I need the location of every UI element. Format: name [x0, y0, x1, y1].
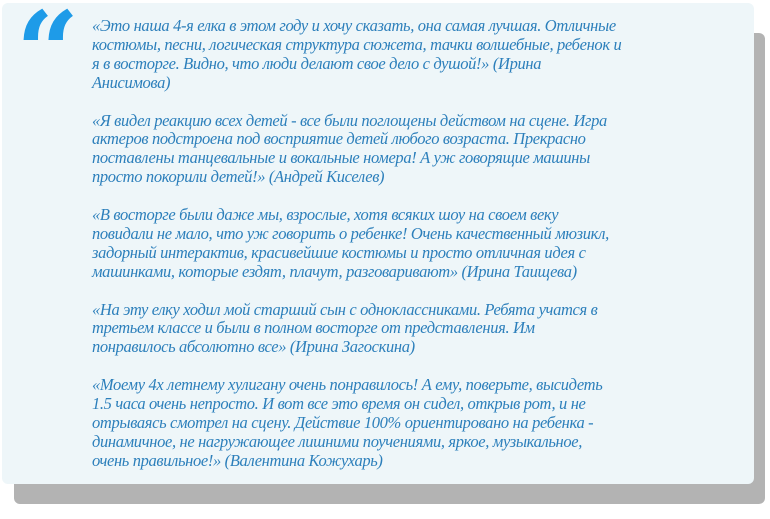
- testimonial: [92, 376, 752, 471]
- testimonial-line: отрываясь смотрел на сцену. Действие 100% ориентировано на ребенка -: [92, 412, 594, 432]
- testimonial-line: актеров подстроена под восприятие детей любого возраста. Прекрасно: [92, 129, 586, 149]
- testimonial-line: повидали не мало, что уж говорить о ребенке! Очень качественный мюзикл,: [92, 223, 609, 243]
- testimonial-line: машинками, которые ездят, плачут, разговаривают» (Ирина Таищева): [92, 261, 577, 281]
- testimonial-line: «Это наша 4-я елка в этом году и хочу сказать, она самая лучшая. Отличные: [92, 16, 616, 35]
- testimonial-line: «Моему 4х летнему хулигану очень понравилось! А ему, поверьте, высидеть: [92, 375, 603, 395]
- testimonial-line: я в восторге. Видно, что люди делают свое дело с душой!» (Ирина: [92, 53, 542, 73]
- testimonial-line: «Я видел реакцию всех детей - все были поглощены действом на сцене. Игра: [92, 110, 607, 130]
- testimonial-line: «В восторге были даже мы, взрослые, хотя всяких шоу на своем веку: [92, 205, 559, 225]
- quote-icon: “: [16, 0, 80, 116]
- testimonial-line: очень правильное!» (Валентина Кожухарь): [92, 450, 383, 470]
- testimonials-card: [2, 0, 754, 484]
- testimonial-line: 1.5 часа очень непросто. И вот все это время он сидел, открыв рот, и не: [92, 394, 586, 414]
- testimonial-line: костюмы, песни, логическая структура сюжета, тачки волшебные, ребенок и: [92, 34, 622, 54]
- testimonial: [92, 112, 752, 188]
- testimonials-list: [92, 17, 752, 490]
- testimonial-line: Анисимова): [92, 72, 171, 92]
- testimonial: [92, 17, 752, 93]
- testimonial-line: понравилось абсолютно все» (Ирина Загоскина): [92, 337, 415, 357]
- testimonial-line: поставлены танцевальные и вокальные номера! А уж говорящие машины: [92, 148, 590, 168]
- testimonial-line: просто покорили детей!» (Андрей Киселев): [92, 167, 385, 187]
- testimonial-line: третьем классе и были в полном восторге от представления. Им: [92, 318, 535, 338]
- testimonial-line: «На эту елку ходил мой старший сын с одноклассниками. Ребята учатся в: [92, 299, 598, 319]
- testimonial-line: динамичное, не нагружающее лишними поучениями, яркое, музыкальное,: [92, 431, 582, 451]
- testimonial: [92, 301, 752, 358]
- testimonial-line: задорный интерактив, красивейшие костюмы и просто отличная идея с: [92, 242, 586, 262]
- testimonial: [92, 206, 752, 282]
